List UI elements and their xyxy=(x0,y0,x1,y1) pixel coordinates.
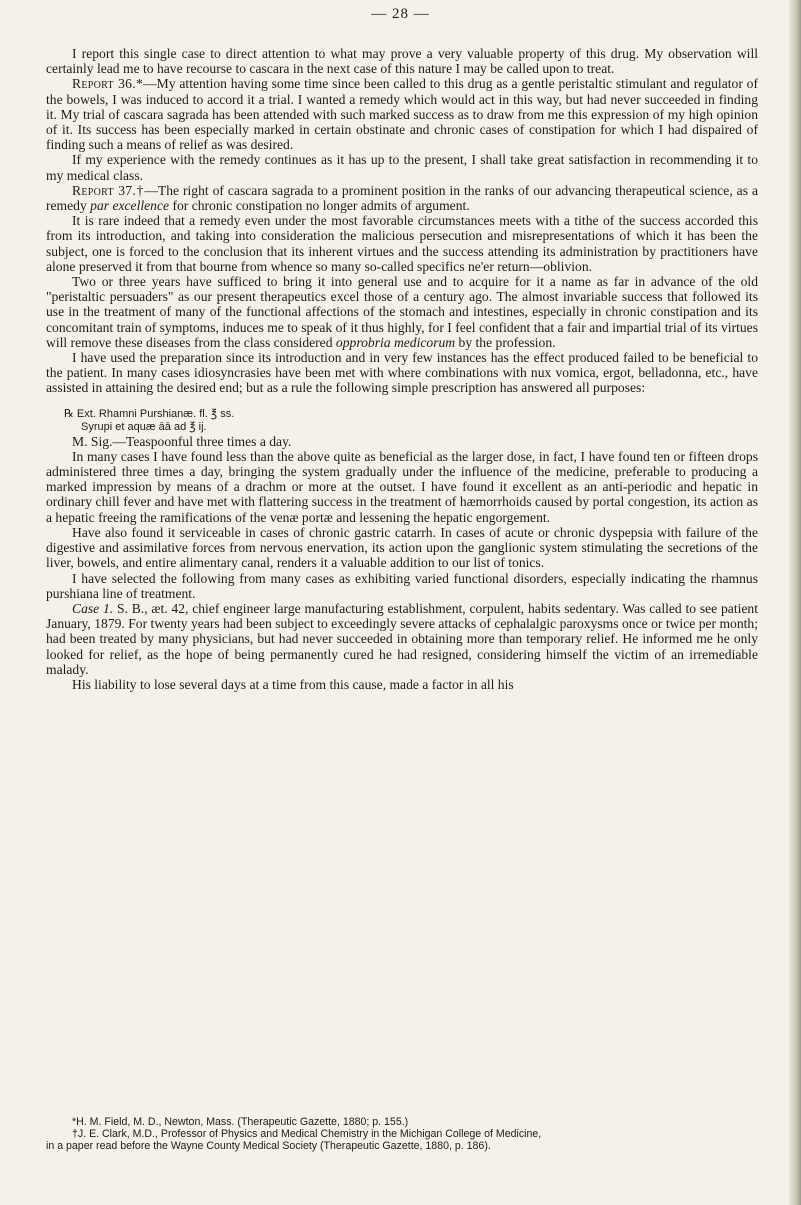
paragraph-text: It is rare indeed that a remedy even under the most favorable circumstances meets with a tithe of the success accorded this from its introduction, and taking into consideration the malicious persecution and misrepresentations of which it has been the subject, one is forced to the conclusion that its inherent virtues and the success attending its administration by practitioners have alone preserved it from that bourne from whence so many so-called specifics ne'er return—oblivion. xyxy=(46,213,758,274)
page-edge xyxy=(789,0,801,1205)
paragraph xyxy=(46,525,758,571)
footnotes xyxy=(46,1116,758,1153)
italic-phrase: opprobria medicorum xyxy=(335,334,456,350)
paragraph-text: I have selected the following from many cases as exhibiting varied functional disorders, especially indicating the rhamnus purshiana line of treatment. xyxy=(46,570,758,601)
signature-line: M. Sig.—Teaspoonful three times a day. xyxy=(72,433,292,449)
paragraph xyxy=(46,350,758,396)
paragraph-text: —The right of cascara sagrada to a prominent position in the ranks of our advancing therapeutical science, as a remedy xyxy=(46,182,758,214)
paragraph xyxy=(46,571,758,601)
paragraph-text: Two or three years have sufficed to bring it into general use and to acquire for it a name as far in advance of the old "peristaltic persuaders" as our present therapeutics excel those of a century ago. The almost invariable success that followed its use in the treatment of many of the functional affections of the stomach and intestines, especially in chronic constipation and its concomitant train of symptoms, induces me to speak of it thus highly, for I feel confident that a fair and impartial trial of its virtues will remove these diseases from the class considered xyxy=(46,274,758,350)
prescription-line: ℞ Ext. Rhamni Purshianæ. fl. ℥ ss. xyxy=(64,407,235,420)
paragraph xyxy=(46,152,758,182)
prescription-line: Syrupi et aquæ āā ad ℥ ij. xyxy=(81,420,207,433)
paragraph-text: Have also found it serviceable in cases of chronic gastric catarrh. In cases of acute or chronic dyspepsia with failure of the digestive and assimilative forces from nervous enervation, its action upon the ganglionic system stimulating the secretions of the liver, bowels, and entire alimentary canal, renders it a valuable addition to our list of tonics. xyxy=(46,524,758,571)
paragraph-text: His liability to lose several days at a time from this cause, made a factor in all his xyxy=(72,676,514,692)
paragraph-text: I have used the preparation since its introduction and in very few instances has the effect produced failed to be beneficial to the patient. In many cases idiosyncrasies have been met with where combinations with nux vomica, ergot, belladonna, etc., have assisted in attaining the desired end; but as a rule the following simple prescription has answered all purposes: xyxy=(46,350,758,396)
paragraph xyxy=(46,274,758,350)
paragraph-text: by the profession. xyxy=(455,334,556,350)
paragraph xyxy=(46,677,758,692)
paragraph-text: If my experience with the remedy continues as it has up to the present, I shall take great satisfaction in recommending it to my medical class. xyxy=(46,152,758,183)
paragraph-report-36 xyxy=(46,76,758,152)
paragraph-report-37 xyxy=(46,183,758,213)
paragraph-text: for chronic constipation no longer admits of argument. xyxy=(169,198,470,214)
case-label: Case 1. xyxy=(72,600,114,616)
paragraph-text: I report this single case to direct attention to what may prove a very valuable property of this drug. My observation will certainly lead me to have recourse to cascara in the next case of this nature I may be called upon to treat. xyxy=(46,46,758,77)
report-label: Report 36.* xyxy=(72,76,144,92)
report-label: Report 37.† xyxy=(72,182,145,198)
page-number: — 28 — xyxy=(371,6,430,22)
paragraph-text: In many cases I have found less than the above quite as beneficial as the larger dose, in fact, I have found ten or fifteen drops administered three times a day, bringing the system gradually under the influence of the medicine, preferable to producing a marked impression by means of a drachm or more at the outset. I have found it excellent as an anti-periodic and hepatic in ordinary chill fever and have met with flattering success in the treatment of hæmorrhoids caused by portal congestion, its action as a hepatic freeing the ramifications of the venæ portæ and lessening the hepatic engorgement. xyxy=(46,448,758,525)
body-text xyxy=(46,46,758,692)
prescription xyxy=(46,408,758,434)
paragraph xyxy=(46,213,758,274)
italic-phrase: par excellence xyxy=(90,198,170,214)
paragraph xyxy=(46,449,758,525)
paragraph xyxy=(46,46,758,76)
footnote: †J. E. Clark, M.D., Professor of Physics and Medical Chemistry in the Michigan College of Medicine, xyxy=(72,1128,542,1141)
paragraph-case-1 xyxy=(46,601,758,677)
paragraph-text: —My attention having some time since been called to this drug as a gentle peristaltic stimulant and regulator of the bowels, I was induced to accord it a trial. I wanted a remedy which would act in this way, but had never succeeded in finding it. My trial of cascara sagrada has been attended with such marked success as to draw from me this expression of my high opinion of it. Its success has been especially marked in certain obstinate and chronic cases of constipation for which I had dispaired of finding such a means of relief as was desired. xyxy=(46,76,759,153)
footnote: *H. M. Field, M. D., Newton, Mass. (Therapeutic Gazette, 1880; p. 155.) xyxy=(72,1116,409,1128)
paragraph-text: S. B., æt. 42, chief engineer large manufacturing establishment, corpulent, habits sedentary. Was called to see patient January, 1879. For twenty years had been subject to exceedingly severe attacks of cephalalgic paroxysms once or twice per month; had been treated by many physicians, but had never succeeded in obtaining more than temporary relief. He informed me he only looked for relief, as the hope of being permanently cured he had resigned, considering himself the victim of an irremediable malady. xyxy=(46,600,759,677)
footnote-continuation: in a paper read before the Wayne County Medical Society (Therapeutic Gazette, 1880, p. 186). xyxy=(46,1140,491,1153)
